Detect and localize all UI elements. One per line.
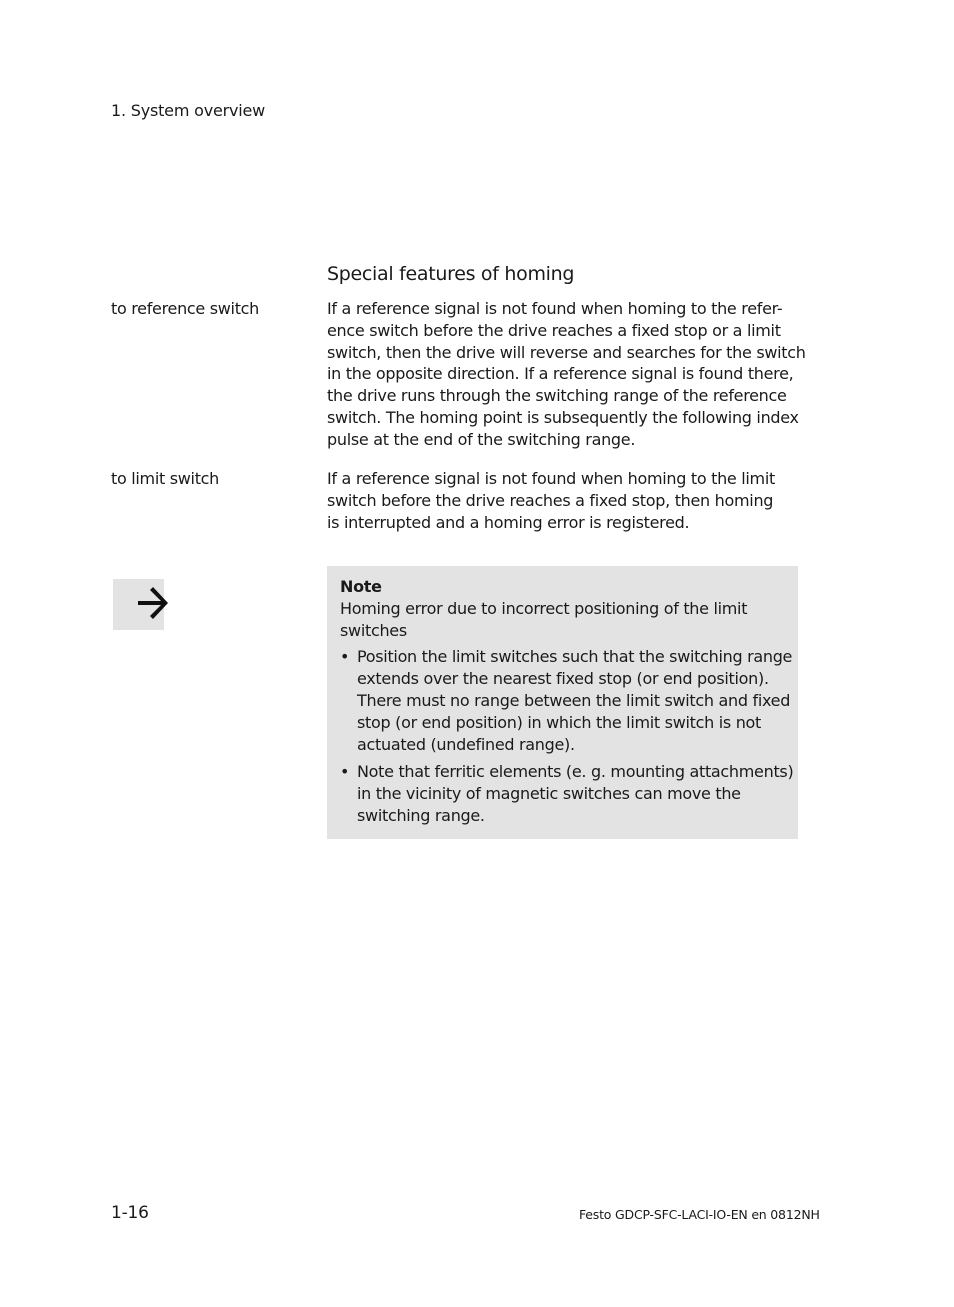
chapter-header: 1. System overview bbox=[111, 101, 266, 120]
note-bullet-line: actuated (undefined range). bbox=[357, 734, 575, 754]
document-id: Festo GDCP-SFC-LACI-IO-EN en 0812NH bbox=[579, 1207, 820, 1222]
note-intro-line: switches bbox=[340, 620, 407, 640]
note-bullet-line: Position the limit switches such that the switching range bbox=[357, 647, 793, 667]
side-label-reference-switch: to reference switch bbox=[111, 299, 260, 318]
note-bullet-line: extends over the nearest fixed stop (or end position). bbox=[357, 669, 769, 689]
page-number: 1-16 bbox=[111, 1203, 149, 1223]
side-label-limit-switch: to limit switch bbox=[111, 469, 220, 488]
paragraph-line: switch before the drive reaches a fixed stop, then homing bbox=[327, 490, 774, 510]
paragraph-limit-switch bbox=[327, 468, 807, 533]
note-bullet-line: in the vicinity of magnetic switches can move the bbox=[357, 784, 741, 804]
paragraph-line: ence switch before the drive reaches a fixed stop or a limit bbox=[327, 320, 781, 340]
note-bullet-line: stop (or end position) in which the limit switch is not bbox=[357, 712, 761, 732]
paragraph-line: in the opposite direction. If a reference signal is found there, bbox=[327, 364, 794, 384]
note-bullet-list bbox=[340, 646, 794, 826]
note-bullet-item bbox=[340, 646, 793, 755]
paragraph-line: is interrupted and a homing error is registered. bbox=[327, 512, 690, 532]
note-title: Note bbox=[340, 577, 382, 596]
section-title: Special features of homing bbox=[327, 263, 575, 285]
note-box bbox=[327, 566, 798, 839]
note-bullet-item bbox=[340, 761, 794, 826]
bullet-icon: • bbox=[340, 647, 350, 667]
paragraph-line: switch, then the drive will reverse and searches for the switch bbox=[327, 342, 806, 362]
paragraph-reference-switch bbox=[327, 298, 807, 451]
note-bullet-line: There must no range between the limit switch and fixed bbox=[357, 690, 791, 710]
paragraph-line: pulse at the end of the switching range. bbox=[327, 429, 636, 449]
note-bullet-line: switching range. bbox=[357, 805, 485, 825]
note-bullet-line: Note that ferritic elements (e. g. mounting attachments) bbox=[357, 762, 794, 782]
paragraph-line: If a reference signal is not found when homing to the limit bbox=[327, 469, 775, 488]
paragraph-line: switch. The homing point is subsequently the following index bbox=[327, 407, 799, 427]
paragraph-line: If a reference signal is not found when homing to the refer- bbox=[327, 299, 783, 318]
paragraph-line: the drive runs through the switching range of the reference bbox=[327, 386, 787, 406]
note-icon-box bbox=[113, 579, 164, 630]
note-intro-line: Homing error due to incorrect positioning of the limit bbox=[340, 598, 748, 618]
bullet-icon: • bbox=[340, 762, 350, 782]
arrow-right-icon bbox=[135, 584, 173, 622]
